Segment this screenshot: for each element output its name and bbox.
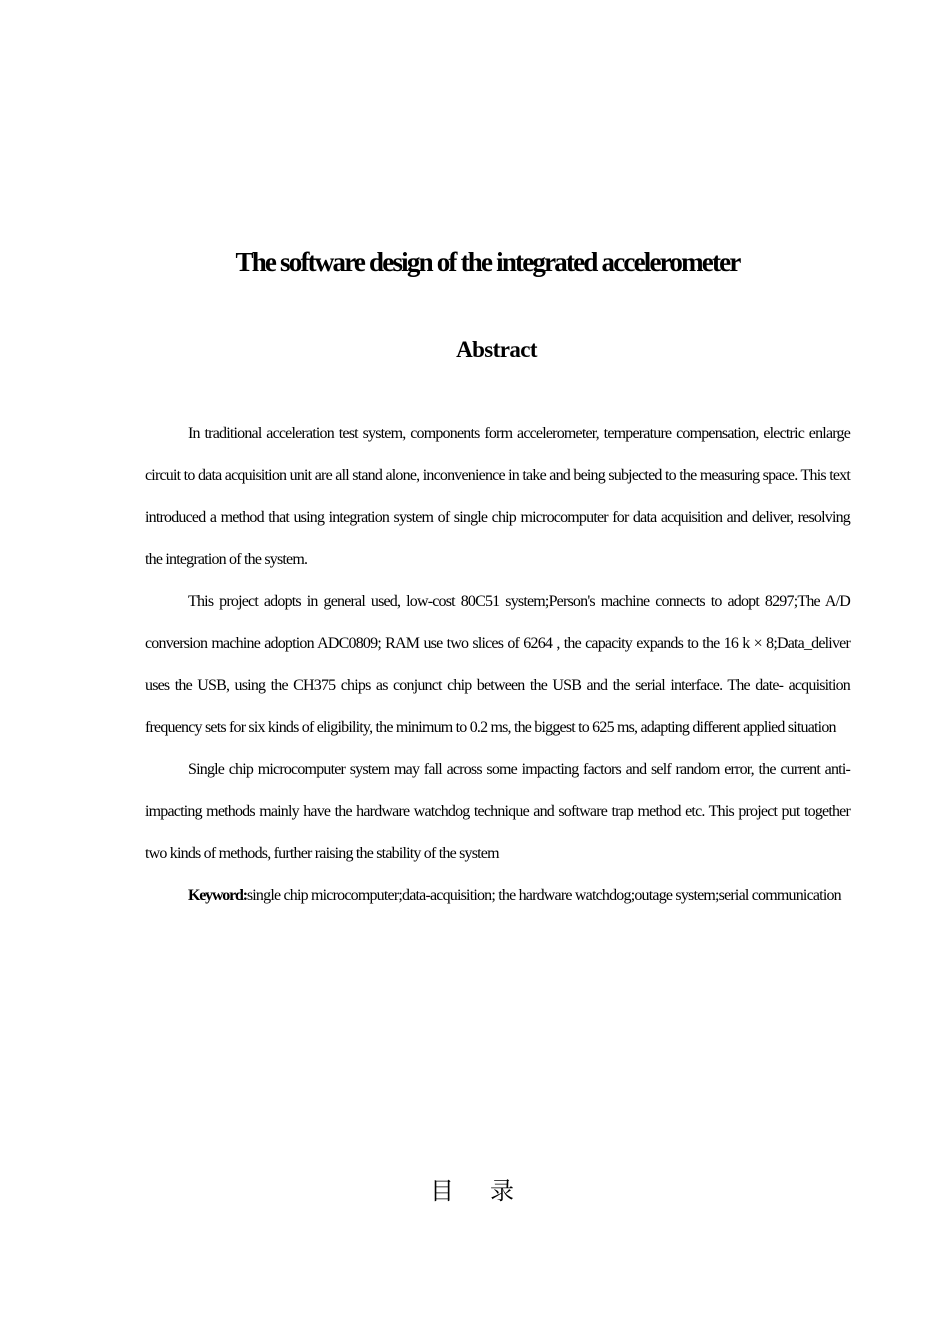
document-title: The software design of the integrated accelerometer (235, 247, 740, 277)
abstract-paragraph-2: This project adopts in general used, low-cost 80C51 system;Person's machine connects to adopt 8297;The A/D conversion machine adoption ADC0809; RAM use two slices of 6264 , the capacity expands to the 16 k × 8;Data_deliver uses the USB, using the CH375 chips as conjunct chip between the USB and the serial interface. The date- acquisition frequency sets for six kinds of eligibility, the minimum to 0.2 ms, the biggest to 625 ms, adapting different applied situation (145, 593, 850, 736)
abstract-paragraph-3: Single chip microcomputer system may fall across some impacting factors and self random error, the current anti- impacting methods mainly have the hardware watchdog technique and software trap method etc. This project put together two kinds of methods, further raising the stability of the system (145, 761, 850, 862)
abstract-paragraph-1: In traditional acceleration test system, components form accelerometer, temperature compensation, electric enlarge circuit to data acquisition unit are all stand alone, inconvenience in take and being subjected to the measuring space. This text introduced a method that using integration system of single chip microcomputer for data acquisition and deliver, resolving the integration of the system. (145, 425, 850, 568)
table-of-contents-heading: 目录 (430, 1177, 550, 1205)
abstract-heading: Abstract (456, 337, 537, 362)
keyword-label: Keyword: (188, 887, 247, 904)
keywords (145, 875, 850, 917)
keyword-text: single chip microcomputer;data-acquisition; the hardware watchdog;outage system;serial communication (246, 887, 841, 904)
abstract-body (145, 413, 850, 917)
